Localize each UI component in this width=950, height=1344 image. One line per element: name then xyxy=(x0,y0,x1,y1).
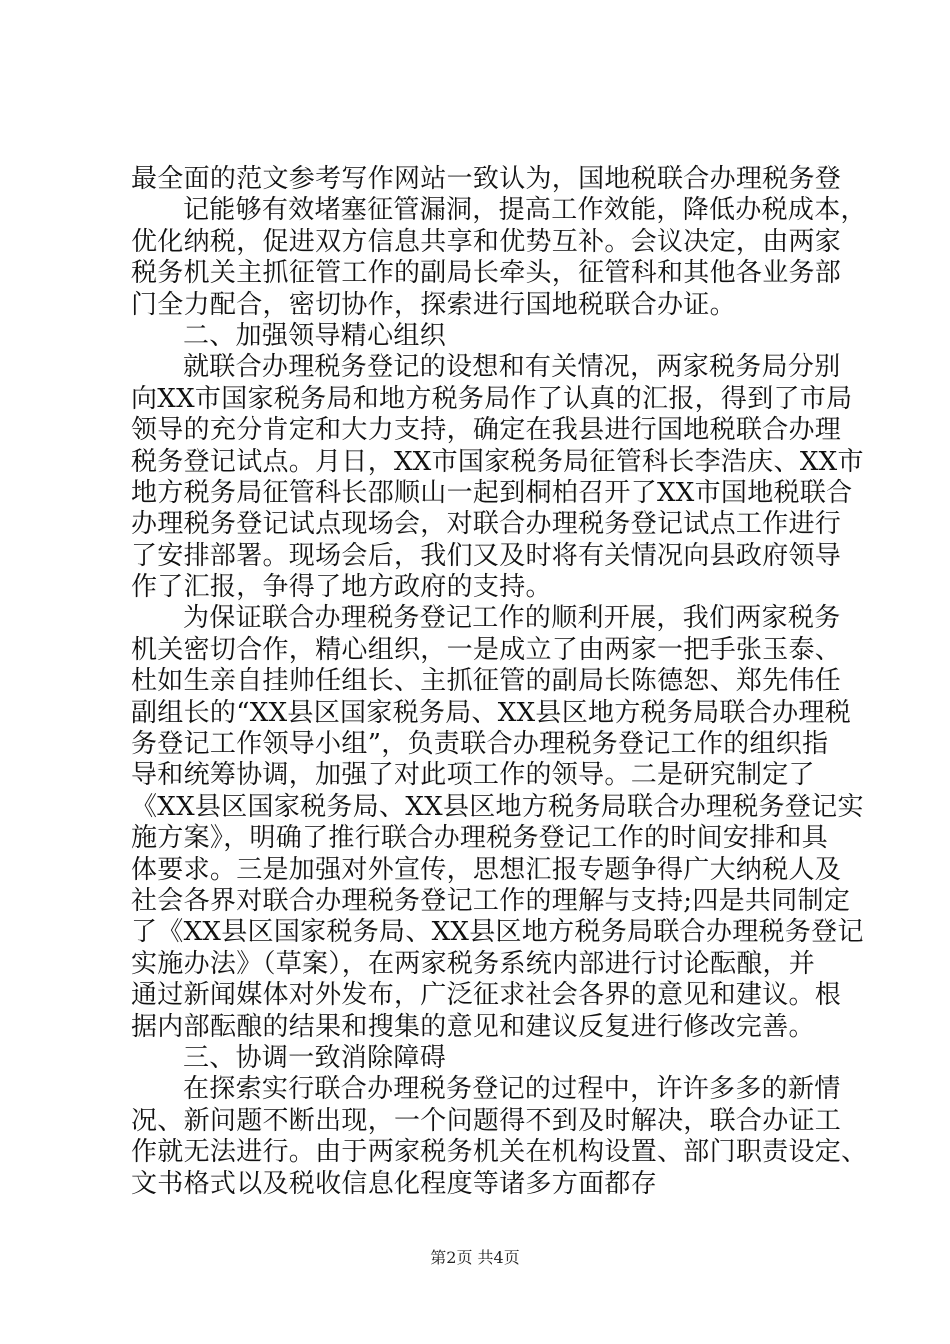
text-line: 办理税务登记试点现场会，对联合办理税务登记试点工作进行 xyxy=(131,509,842,540)
text-line: 了安排部署。现场会后，我们又及时将有关情况向县政府领导 xyxy=(131,540,842,571)
text-line: 通过新闻媒体对外发布，广泛征求社会各界的意见和建议。根 xyxy=(131,980,842,1011)
text-line: 据内部酝酿的结果和搜集的意见和建议反复进行修改完善。 xyxy=(131,1011,815,1042)
text-line: 务登记工作领导小组”，负责联合办理税务登记工作的组织指 xyxy=(131,729,829,760)
text-line: 机关密切合作，精心组织，一是成立了由两家一把手张玉泰、 xyxy=(131,634,842,665)
text-line: 为保证联合办理税务登记工作的顺利开展，我们两家税务 xyxy=(183,603,841,634)
text-line: 作了汇报，争得了地方政府的支持。 xyxy=(131,572,552,603)
text-line: 向XX市国家税务局和地方税务局作了认真的汇报，得到了市局 xyxy=(131,383,853,414)
text-line: 社会各界对联合办理税务登记工作的理解与支持;四是共同制定 xyxy=(131,885,851,916)
text-line: 三、协调一致消除障碍 xyxy=(183,1042,447,1073)
text-line: 就联合办理税务登记的设想和有关情况，两家税务局分别 xyxy=(183,352,841,383)
text-line: 《XX县区国家税务局、XX县区地方税务局联合办理税务登记实 xyxy=(131,791,864,822)
text-line: 况、新问题不断出现，一个问题得不到及时解决，联合办证工 xyxy=(131,1105,842,1136)
document-body xyxy=(131,164,868,1200)
text-line: 记能够有效堵塞征管漏洞，提高工作效能，降低办税成本， xyxy=(183,195,867,226)
text-line: 领导的充分肯定和大力支持，确定在我县进行国地税联合办理 xyxy=(131,415,842,446)
text-line: 体要求。三是加强对外宣传，思想汇报专题争得广大纳税人及 xyxy=(131,854,842,885)
text-line: 优化纳税，促进双方信息共享和优势互补。会议决定，由两家 xyxy=(131,226,842,257)
text-line: 导和统筹协调，加强了对此项工作的领导。二是研究制定了 xyxy=(131,760,815,791)
text-line: 副组长的“XX县区国家税务局、XX县区地方税务局联合办理税 xyxy=(131,697,852,728)
text-line: 税务登记试点。月日，XX市国家税务局征管科长李浩庆、XX市 xyxy=(131,446,864,477)
text-line: 实施办法》（草案），在两家税务系统内部进行讨论酝酿，并 xyxy=(131,948,816,979)
text-line: 二、加强领导精心组织 xyxy=(183,320,447,351)
text-line: 最全面的范文参考写作网站一致认为，国地税联合办理税务登 xyxy=(131,164,842,194)
text-line: 地方税务局征管科长邵顺山一起到桐柏召开了XX市国地税联合 xyxy=(131,477,853,508)
text-line: 施方案》，明确了推行联合办理税务登记工作的时间安排和具 xyxy=(131,823,829,854)
text-line: 在探索实行联合办理税务登记的过程中，许许多多的新情 xyxy=(183,1074,841,1105)
text-line: 文书格式以及税收信息化程度等诸多方面都存 xyxy=(131,1168,658,1199)
text-line: 作就无法进行。由于两家税务机关在机构设置、部门职责设定、 xyxy=(131,1137,868,1168)
text-line: 杜如生亲自挂帅任组长、主抓征管的副局长陈德恕、郑先伟任 xyxy=(131,666,842,697)
page-footer: 第2页 共4页 xyxy=(430,1248,520,1267)
text-line: 税务机关主抓征管工作的副局长牵头，征管科和其他各业务部 xyxy=(131,258,842,289)
text-line: 了《XX县区国家税务局、XX县区地方税务局联合办理税务登记 xyxy=(131,917,864,948)
text-line: 门全力配合，密切协作，探索进行国地税联合办证。 xyxy=(131,289,736,320)
